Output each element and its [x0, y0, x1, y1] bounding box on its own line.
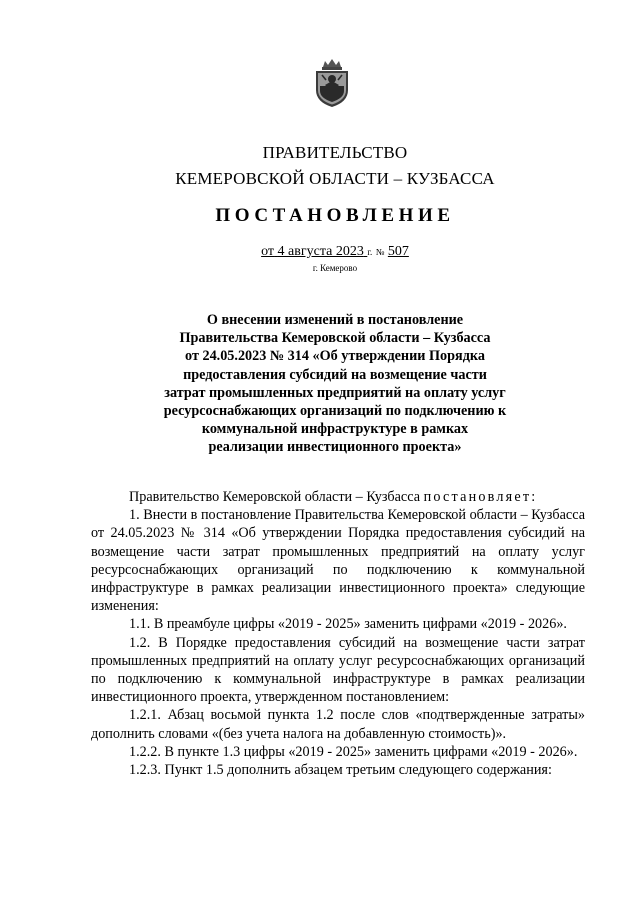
decree-type-title: ПОСТАНОВЛЕНИЕ — [215, 205, 455, 226]
subject-line: ресурсоснабжающих организаций по подключению к — [163, 403, 507, 420]
subject-line: коммунальной инфраструктуре в рамках — [201, 421, 469, 438]
subject-line: от 24.05.2023 № 314 «Об утверждении Порядка — [185, 348, 485, 365]
decree-subject — [15, 311, 640, 457]
paragraph-1-2-3: 1.2.3. Пункт 1.5 дополнить абзацем третьим следующего содержания: — [129, 762, 552, 779]
government-title-line2: КЕМЕРОВСКОЙ ОБЛАСТИ – КУЗБАССА — [175, 169, 495, 188]
date-prefix: от — [261, 244, 275, 259]
paragraph-1-2: 1.2. В Порядке предоставления субсидий на возмещение части затрат промышленных предприятий на оплату услуг ресурсоснабжающих организаций по подключению к коммунальной инфраструктуре в рамках реализации инвестиционного проекта, утвержденном постановлением: — [91, 634, 585, 706]
coat-of-arms-icon — [312, 58, 352, 108]
subject-line: О внесении изменений в постановление — [206, 312, 464, 328]
decree-body — [91, 488, 585, 779]
paragraph-1-2-1: 1.2.1. Абзац восьмой пункта 1.2 после слов «подтвержденные затраты» дополнить словами «(без учета налога на добавленную стоимость)». — [91, 707, 585, 742]
government-title-line1: ПРАВИТЕЛЬСТВО — [262, 143, 408, 162]
subject-line: затрат промышленных предприятий на оплату услуг — [164, 384, 506, 401]
decree-date-number — [15, 244, 640, 260]
intro-resolves: постановляет: — [423, 489, 538, 505]
subject-line: предоставления субсидий на возмещение части — [183, 366, 487, 383]
subject-line: Правительства Кемеровской области – Кузбасса — [179, 330, 491, 347]
number-sign: № — [375, 247, 385, 257]
intro-text: Правительство Кемеровской области – Кузбасса — [129, 489, 421, 505]
decree-date: 4 августа 2023 — [277, 244, 364, 259]
city-label: г. Кемерово — [312, 263, 358, 273]
intro-paragraph — [91, 488, 585, 506]
year-suffix: г. — [367, 247, 373, 257]
paragraph-1-1: 1.1. В преамбуле цифры «2019 - 2025» заменить цифрами «2019 - 2026». — [129, 616, 567, 633]
paragraph-1-2-2: 1.2.2. В пункте 1.3 цифры «2019 - 2025» заменить цифрами «2019 - 2026». — [129, 743, 578, 760]
decree-number: 507 — [387, 244, 409, 259]
paragraph-1: 1. Внести в постановление Правительства Кемеровской области – Кузбасса от 24.05.2023 № 314 «Об утверждении Порядка предоставления субсидий на возмещение части затрат промышленных предприятий на оплату услуг ресурсоснабжающих организаций по подключению к коммунальной инфраструктуре в рамках реализации инвестиционного проекта» следующие изменения: — [91, 507, 585, 615]
subject-line: реализации инвестиционного проекта» — [208, 439, 462, 456]
